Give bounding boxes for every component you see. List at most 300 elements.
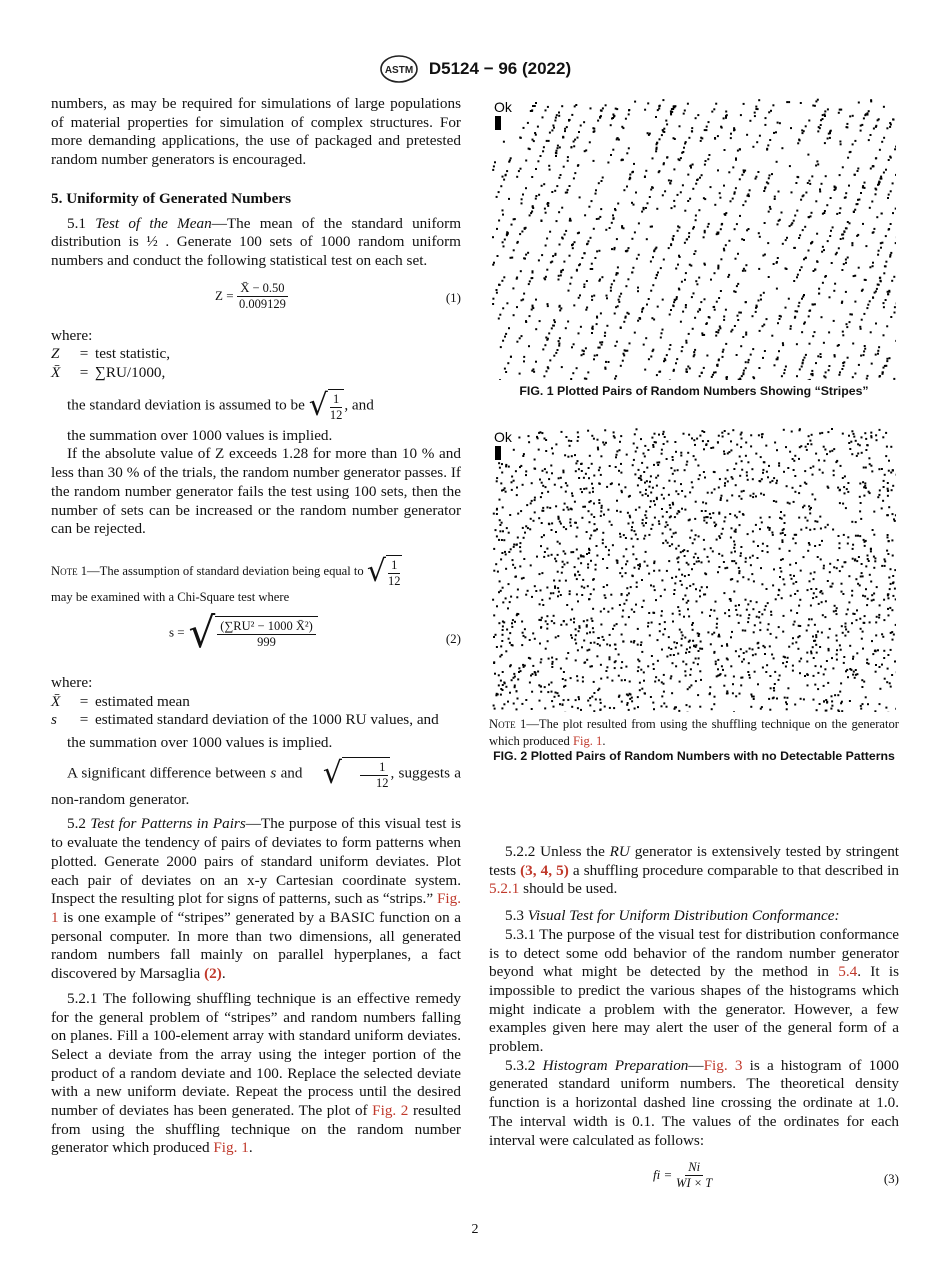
plot-point xyxy=(581,257,583,259)
plot-point xyxy=(843,656,845,658)
plot-point xyxy=(888,291,890,293)
plot-point xyxy=(567,699,569,701)
plot-point xyxy=(839,691,841,693)
plot-point xyxy=(569,522,571,524)
plot-point xyxy=(600,515,602,517)
plot-point xyxy=(596,354,598,356)
plot-point xyxy=(521,578,523,580)
plot-point xyxy=(664,358,666,360)
plot-point xyxy=(892,555,894,557)
plot-point xyxy=(598,250,600,252)
plot-point xyxy=(789,503,791,505)
plot-point xyxy=(545,486,547,488)
plot-point xyxy=(815,100,817,102)
plot-point xyxy=(888,577,890,579)
plot-point xyxy=(630,641,632,643)
plot-point xyxy=(832,226,834,228)
plot-point xyxy=(654,517,656,519)
plot-point xyxy=(877,284,879,286)
plot-point xyxy=(587,243,589,245)
plot-point xyxy=(878,183,880,185)
plot-point xyxy=(654,561,656,563)
plot-point xyxy=(742,270,744,272)
plot-point xyxy=(859,496,861,498)
plot-point xyxy=(570,440,572,442)
plot-point xyxy=(631,609,633,611)
plot-point xyxy=(860,705,862,707)
plot-point xyxy=(517,698,519,700)
plot-point xyxy=(795,542,797,544)
plot-point xyxy=(586,659,588,661)
plot-point xyxy=(824,210,826,212)
plot-point xyxy=(706,355,708,357)
plot-point xyxy=(703,431,705,433)
plot-point xyxy=(811,434,813,436)
plot-point xyxy=(807,443,809,445)
plot-point xyxy=(865,588,867,590)
plot-point xyxy=(516,341,518,343)
plot-point xyxy=(493,548,495,550)
plot-point xyxy=(870,581,872,583)
plot-point xyxy=(839,570,841,572)
plot-point xyxy=(731,329,733,331)
plot-point xyxy=(598,182,600,184)
plot-point xyxy=(797,648,799,650)
plot-point xyxy=(807,182,809,184)
plot-point xyxy=(559,521,561,523)
plot-point xyxy=(590,534,592,536)
plot-point xyxy=(849,222,851,224)
plot-point xyxy=(830,230,832,232)
plot-point xyxy=(650,500,652,502)
plot-point xyxy=(682,634,684,636)
plot-point xyxy=(686,704,688,706)
plot-point xyxy=(536,436,538,438)
plot-point xyxy=(559,580,561,582)
plot-point xyxy=(695,553,697,555)
plot-point xyxy=(587,371,589,373)
plot-point xyxy=(506,170,508,172)
plot-point xyxy=(644,693,646,695)
plot-point xyxy=(663,259,665,261)
plot-point xyxy=(619,441,621,443)
eq1-numerator: X̄ − 0.50 xyxy=(237,281,287,297)
plot-point xyxy=(523,293,525,295)
plot-point xyxy=(577,680,579,682)
plot-point xyxy=(541,617,543,619)
fig-1-link[interactable]: Fig. 1 xyxy=(51,890,462,926)
plot-point xyxy=(883,137,885,139)
plot-point xyxy=(567,562,569,564)
plot-point xyxy=(833,448,835,450)
plot-point xyxy=(661,508,663,510)
plot-point xyxy=(512,564,514,566)
plot-point xyxy=(688,434,690,436)
where-row-z: Z = test statistic, xyxy=(51,345,171,363)
plot-point xyxy=(531,211,533,213)
section-5-4-link[interactable]: 5.4 xyxy=(838,963,858,981)
plot-point xyxy=(697,465,699,467)
plot-point xyxy=(773,690,775,692)
plot-point xyxy=(889,357,891,359)
plot-point xyxy=(749,557,751,559)
plot-point xyxy=(666,441,668,443)
plot-point xyxy=(654,504,656,506)
plot-point xyxy=(835,635,837,637)
plot-point xyxy=(723,117,725,119)
plot-point xyxy=(615,375,617,377)
right-column xyxy=(489,843,899,1208)
plot-point xyxy=(650,528,652,530)
plot-point xyxy=(825,710,827,712)
plot-point xyxy=(743,658,745,660)
plot-point xyxy=(875,290,877,292)
plot-point xyxy=(521,198,523,200)
plot-point xyxy=(750,354,752,356)
plot-point xyxy=(650,189,652,191)
plot-point xyxy=(768,111,770,113)
plot-point xyxy=(539,573,541,575)
plot-point xyxy=(782,541,784,543)
plot-point xyxy=(503,539,505,541)
plot-point xyxy=(744,270,746,272)
plot-point xyxy=(721,223,723,225)
plot-point xyxy=(672,238,674,240)
plot-point xyxy=(555,560,557,562)
plot-point xyxy=(663,674,665,676)
plot-point xyxy=(571,346,573,348)
plot-point xyxy=(614,644,616,646)
plot-point xyxy=(524,532,526,534)
plot-point xyxy=(803,194,805,196)
definition: estimated standard deviation of the 1000 RU values, and xyxy=(95,711,439,729)
plot-point xyxy=(643,680,645,682)
section-5-2-1-link[interactable]: 5.2.1 xyxy=(489,880,520,898)
fig-2-link[interactable]: Fig. 2 xyxy=(372,1102,409,1120)
plot-point xyxy=(842,503,844,505)
plot-point xyxy=(857,203,859,205)
plot-point xyxy=(628,496,630,498)
plot-point xyxy=(653,708,655,710)
plot-point xyxy=(824,449,826,451)
plot-point xyxy=(535,168,537,170)
plot-point xyxy=(722,436,724,438)
plot-point xyxy=(549,359,551,361)
plot-point xyxy=(583,353,585,355)
plot-point xyxy=(546,587,548,589)
plot-point xyxy=(723,520,725,522)
plot-point xyxy=(723,561,725,563)
plot-point xyxy=(607,509,609,511)
plot-point xyxy=(667,542,669,544)
plot-point xyxy=(593,530,595,532)
plot-point xyxy=(514,567,516,569)
plot-point xyxy=(697,311,699,313)
plot-point xyxy=(711,633,713,635)
plot-point xyxy=(492,236,494,238)
plot-point xyxy=(633,443,635,445)
fig-3-link[interactable]: Fig. 3 xyxy=(703,1056,743,1074)
plot-point xyxy=(657,660,659,662)
plot-point xyxy=(708,154,710,156)
plot-point xyxy=(615,466,617,468)
plot-point xyxy=(887,495,889,497)
plot-point xyxy=(895,514,896,516)
plot-point xyxy=(682,311,684,313)
plot-point xyxy=(571,637,573,639)
plot-point xyxy=(735,609,737,611)
plot-point xyxy=(531,596,533,598)
plot-point xyxy=(801,298,803,300)
plot-point xyxy=(651,317,653,319)
plot-point xyxy=(895,208,896,210)
plot-point xyxy=(685,663,687,665)
plot-point xyxy=(616,341,618,343)
plot-point xyxy=(621,701,623,703)
plot-point xyxy=(506,302,508,304)
plot-point xyxy=(695,117,697,119)
plot-point xyxy=(567,652,569,654)
plot-point xyxy=(656,485,658,487)
plot-point xyxy=(831,695,833,697)
plot-point xyxy=(570,619,572,621)
plot-point xyxy=(500,694,502,696)
plot-point xyxy=(773,657,775,659)
plot-point xyxy=(572,495,574,497)
plot-point xyxy=(707,158,709,160)
plot-point xyxy=(863,350,865,352)
plot-point xyxy=(740,546,742,548)
plot-point xyxy=(644,535,646,537)
plot-point xyxy=(742,373,744,375)
plot-point xyxy=(824,110,826,112)
plot-point xyxy=(554,190,556,192)
plot-point xyxy=(715,663,717,665)
plot-point xyxy=(570,677,572,679)
plot-point xyxy=(716,539,718,541)
plot-point xyxy=(891,280,893,282)
plot-point xyxy=(810,573,812,575)
plot-point xyxy=(698,277,700,279)
plot-point xyxy=(827,524,829,526)
fig-1-link[interactable]: Fig. 1 xyxy=(213,1139,249,1157)
plot-point xyxy=(593,475,595,477)
plot-point xyxy=(573,621,575,623)
plot-point xyxy=(564,128,566,130)
plot-point xyxy=(508,583,510,585)
plot-point xyxy=(632,522,634,524)
plot-point xyxy=(552,453,554,455)
plot-point xyxy=(574,454,576,456)
plot-point xyxy=(586,531,588,533)
plot-point xyxy=(759,135,761,137)
plot-point xyxy=(496,477,498,479)
plot-point xyxy=(699,706,701,708)
cursor-block xyxy=(495,116,501,130)
plot-point xyxy=(698,478,700,480)
plot-point xyxy=(765,605,767,607)
plot-point xyxy=(848,575,850,577)
plot-point xyxy=(538,259,540,261)
plot-point xyxy=(673,301,675,303)
plot-point xyxy=(625,548,627,550)
plot-point xyxy=(547,205,549,207)
plot-point xyxy=(674,299,676,301)
plot-point xyxy=(523,356,525,358)
plot-point xyxy=(773,568,775,570)
plot-point xyxy=(594,257,596,259)
plot-point xyxy=(842,632,844,634)
plot-point xyxy=(883,172,885,174)
plot-point xyxy=(795,182,797,184)
plot-point xyxy=(798,305,800,307)
plot-point xyxy=(534,132,536,134)
plot-point xyxy=(852,548,854,550)
plot-point xyxy=(756,305,758,307)
plot-point xyxy=(743,268,745,270)
plot-point xyxy=(887,291,889,293)
std-text: the standard deviation is assumed to be xyxy=(67,396,305,414)
plot-point xyxy=(860,576,862,578)
plot-point xyxy=(510,356,512,358)
plot-point xyxy=(789,550,791,552)
reference-2-link[interactable]: (2) xyxy=(204,965,222,983)
plot-point xyxy=(695,680,697,682)
plot-point xyxy=(872,265,874,267)
figure-2-note: Note 1—The plot resulted from using the shuffling technique on the generator which produced Fig. 1. xyxy=(489,717,899,748)
plot-point xyxy=(591,263,593,265)
plot-point xyxy=(670,243,672,245)
plot-point xyxy=(766,149,768,151)
plot-point xyxy=(674,589,676,591)
plot-point xyxy=(778,589,780,591)
plot-point xyxy=(868,110,870,112)
plot-point xyxy=(721,555,723,557)
plot-point xyxy=(713,372,715,374)
plot-point xyxy=(523,127,525,129)
plot-point xyxy=(498,462,500,464)
plot-point xyxy=(731,527,733,529)
plot-point xyxy=(846,669,848,671)
plot-point xyxy=(535,134,537,136)
plot-point xyxy=(690,668,692,670)
plot-point xyxy=(875,634,877,636)
significance-paragraph: A significant difference between s and √ $\frac{1}{12}$ , suggests a non-random generator. xyxy=(51,755,462,808)
plot-point xyxy=(655,441,657,443)
plot-point xyxy=(492,264,494,266)
plot-point xyxy=(860,192,862,194)
plot-point xyxy=(836,252,838,254)
plot-point xyxy=(754,112,756,114)
plot-point xyxy=(685,652,687,654)
plot-point xyxy=(672,621,674,623)
plot-point xyxy=(525,470,527,472)
plot-point xyxy=(669,182,671,184)
plot-point xyxy=(581,463,583,465)
plot-point xyxy=(615,660,617,662)
plot-point xyxy=(593,128,595,130)
plot-point xyxy=(802,362,804,364)
plot-point xyxy=(620,667,622,669)
plot-point xyxy=(816,160,818,162)
plot-point xyxy=(805,354,807,356)
plot-point xyxy=(663,683,665,685)
plot-point xyxy=(499,379,501,380)
plot-point xyxy=(843,365,845,367)
plot-point xyxy=(863,313,865,315)
plot-point xyxy=(745,200,747,202)
plot-point xyxy=(640,475,642,477)
plot-point xyxy=(895,340,896,342)
plot-point xyxy=(805,527,807,529)
plot-point xyxy=(602,542,604,544)
plot-point xyxy=(679,125,681,127)
plot-point xyxy=(629,178,631,180)
fig-1-link[interactable]: Fig. 1 xyxy=(572,734,603,748)
plot-point xyxy=(808,618,810,620)
plot-point xyxy=(685,675,687,677)
plot-point xyxy=(600,611,602,613)
plot-point xyxy=(726,690,728,692)
plot-point xyxy=(809,580,811,582)
plot-point xyxy=(872,165,874,167)
plot-point xyxy=(816,521,818,523)
plot-point xyxy=(535,299,537,301)
plot-point xyxy=(793,624,795,626)
plot-point xyxy=(841,368,843,370)
plot-point xyxy=(575,104,577,106)
plot-point xyxy=(807,520,809,522)
plot-point xyxy=(638,477,640,479)
plot-point xyxy=(577,232,579,234)
plot-point xyxy=(546,471,548,473)
figure-1-scatter xyxy=(492,98,896,380)
plot-point xyxy=(724,430,726,432)
plot-point xyxy=(609,707,611,709)
plot-point xyxy=(762,472,764,474)
plot-point xyxy=(778,462,780,464)
plot-point xyxy=(599,467,601,469)
plot-point xyxy=(493,705,495,707)
plot-point xyxy=(822,246,824,248)
plot-point xyxy=(657,464,659,466)
plot-point xyxy=(888,470,890,472)
para-title: Test for Patterns in Pairs xyxy=(90,815,246,833)
plot-point xyxy=(799,660,801,662)
plot-point xyxy=(620,536,622,538)
plot-point xyxy=(695,501,697,503)
plot-point xyxy=(675,548,677,550)
plot-point xyxy=(669,314,671,316)
plot-point xyxy=(714,138,716,140)
plot-point xyxy=(655,676,657,678)
plot-point xyxy=(574,566,576,568)
references-link[interactable]: (3, 4, 5) xyxy=(520,861,569,879)
plot-point xyxy=(852,143,854,145)
plot-point xyxy=(543,146,545,148)
plot-point xyxy=(742,576,744,578)
plot-point xyxy=(785,666,787,668)
plot-point xyxy=(699,474,701,476)
plot-point xyxy=(545,212,547,214)
plot-point xyxy=(862,631,864,633)
plot-point xyxy=(760,517,762,519)
plot-point xyxy=(851,242,853,244)
plot-point xyxy=(878,250,880,252)
plot-point xyxy=(798,302,800,304)
plot-point xyxy=(846,123,848,125)
para-title: Histogram Preparation xyxy=(542,1056,689,1074)
